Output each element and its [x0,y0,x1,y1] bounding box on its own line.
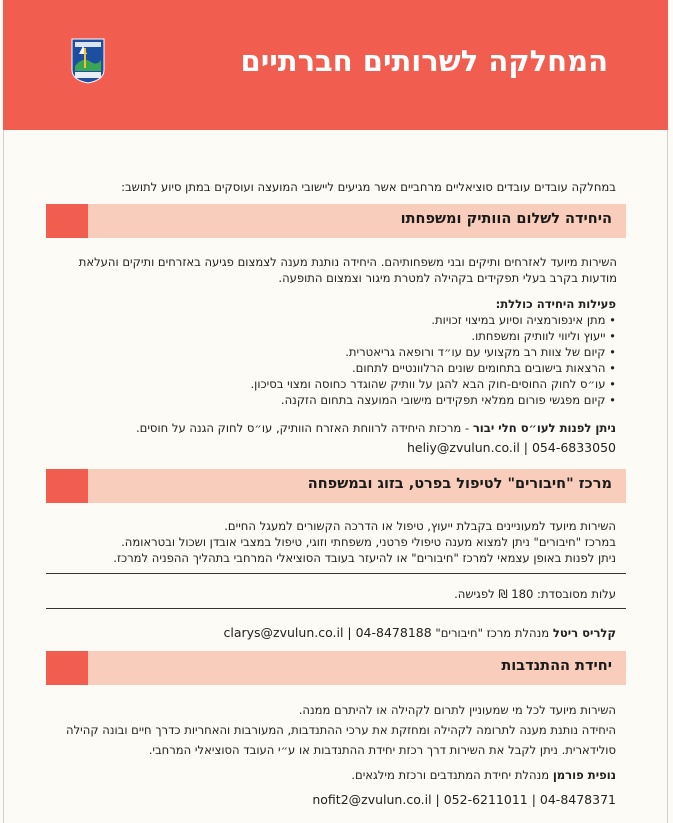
contact-person [136,420,616,436]
section-header-seniors [46,204,626,238]
list-item: • קיום של צוות רב מקצועי עם עו״ד ורופאה גריאטרית. [250,344,616,360]
description-line: מודעות בקרב בעלי תפקידים בקהילה למטרת מיגור וצמצום התופעה. [278,271,617,285]
section-description [113,518,616,566]
council-logo [71,38,105,84]
intro-text: במחלקה עובדים עובדים סוציאליים מרחביים אשר מגיעים ליישובי המועצה ועוסקים במתן סיוע לתושב: [121,180,616,194]
contact-person [224,625,617,641]
section-description [79,254,617,286]
section-header-counseling [46,469,626,503]
section-marker [46,204,88,238]
section-marker [46,651,88,685]
description-line: השירות מיועד לאזרחים ותיקים ובני משפחותיהם. היחידה נותנת מענה לצמצום פגיעה באזרחים ותיקים והעלאת [78,255,617,269]
contact-role: מנהלת מרכז "חיבורים" [435,626,553,640]
divider [46,608,626,609]
contact-details[interactable]: clarys@zvulun.co.il | 04-8478188 [223,625,432,640]
contact-name: קלריס ריטל [552,626,616,640]
description-line: השירות מיועד לכל מי שמעוניין לתרום לקהילה או להיתרם ממנה. [298,703,616,717]
description-line: במרכז "חיבורים" ניתן למצוא מענה טיפולי פרטני, משפחתי וזוגי, טיפול במצבי אובדן ושכול ובטראומה. [121,535,616,549]
list-item: • קיום מפגשי פורום ממלאי תפקידים מישובי המועצה בתחום הזקנה. [250,392,616,408]
contact-person [351,767,616,783]
section-title: מרכז "חיבורים" לטיפול בפרט, בזוג ובמשפחה [307,476,612,492]
contact-name: נופית פורמן [552,768,616,782]
list-item: • מתן אינפורמציה וסיוע במיצוי זכויות. [250,312,616,328]
contact-details[interactable]: heliy@zvulun.co.il | 054-6833050 [406,440,616,455]
contact-name: ניתן לפנות לעו״ס חלי יבור [472,421,616,435]
list-item: • הרצאות בישובים בתחומים שונים הרלוונטיים לתחום. [250,360,616,376]
section-title: היחידה לשלום הוותיק ומשפחתו [400,211,612,227]
list-item: • עו״ס לחוק החוסים-חוק הבא להגן על וותיק שהוגדר כחוסה ומצוי בסיכון. [250,376,616,392]
section-marker [46,469,88,503]
divider [46,573,626,574]
activities-heading: פעילות היחידה כוללת: [495,297,616,311]
section-header-volunteering [46,651,626,685]
description-line: היחידה נותנת מענה לתרומה לקהילה ומחזקת את ערכי ההתנדבות, המעורבות והאחריות כדרך חיים ובונה קהילה [66,723,616,737]
list-item: • ייעוץ וליווי לוותיק ומשפחתו. [250,328,616,344]
section-description [66,700,616,760]
price-note: עלות מסובסדת: 180 ₪ לפגישה. [454,587,616,601]
page-title: המחלקה לשרותים חברתיים [240,44,608,78]
section-title: יחידת ההתנדבות [501,658,612,674]
contact-role: - מרכזת היחידה לרווחת האזרח הוותיק, עו״ס לחוק הגנה על חוסים. [135,421,473,435]
description-line: סולידארית. ניתן לקבל את השירות דרך רכזת יחידת ההתנדבות או ע״י העובד הסוציאלי המרחבי. [148,743,616,757]
page-header [3,0,668,130]
activities-list [250,312,616,408]
contact-role: מנהלת יחידת המתנדבים ורכזת מילגאים. [351,768,553,782]
contact-details[interactable]: nofit2@zvulun.co.il | 052-6211011 | 04-8478371 [312,792,616,807]
description-line: ניתן לפנות באופן עצמאי למרכז "חיבורים" או להיעזר בעובד הסוציאלי המרחבי בתהליך ההפניה למרכז. [113,551,616,565]
description-line: השירות מיועד למעוניינים בקבלת ייעוץ, טיפול או הדרכה הקשורים למעגל החיים. [224,519,616,533]
